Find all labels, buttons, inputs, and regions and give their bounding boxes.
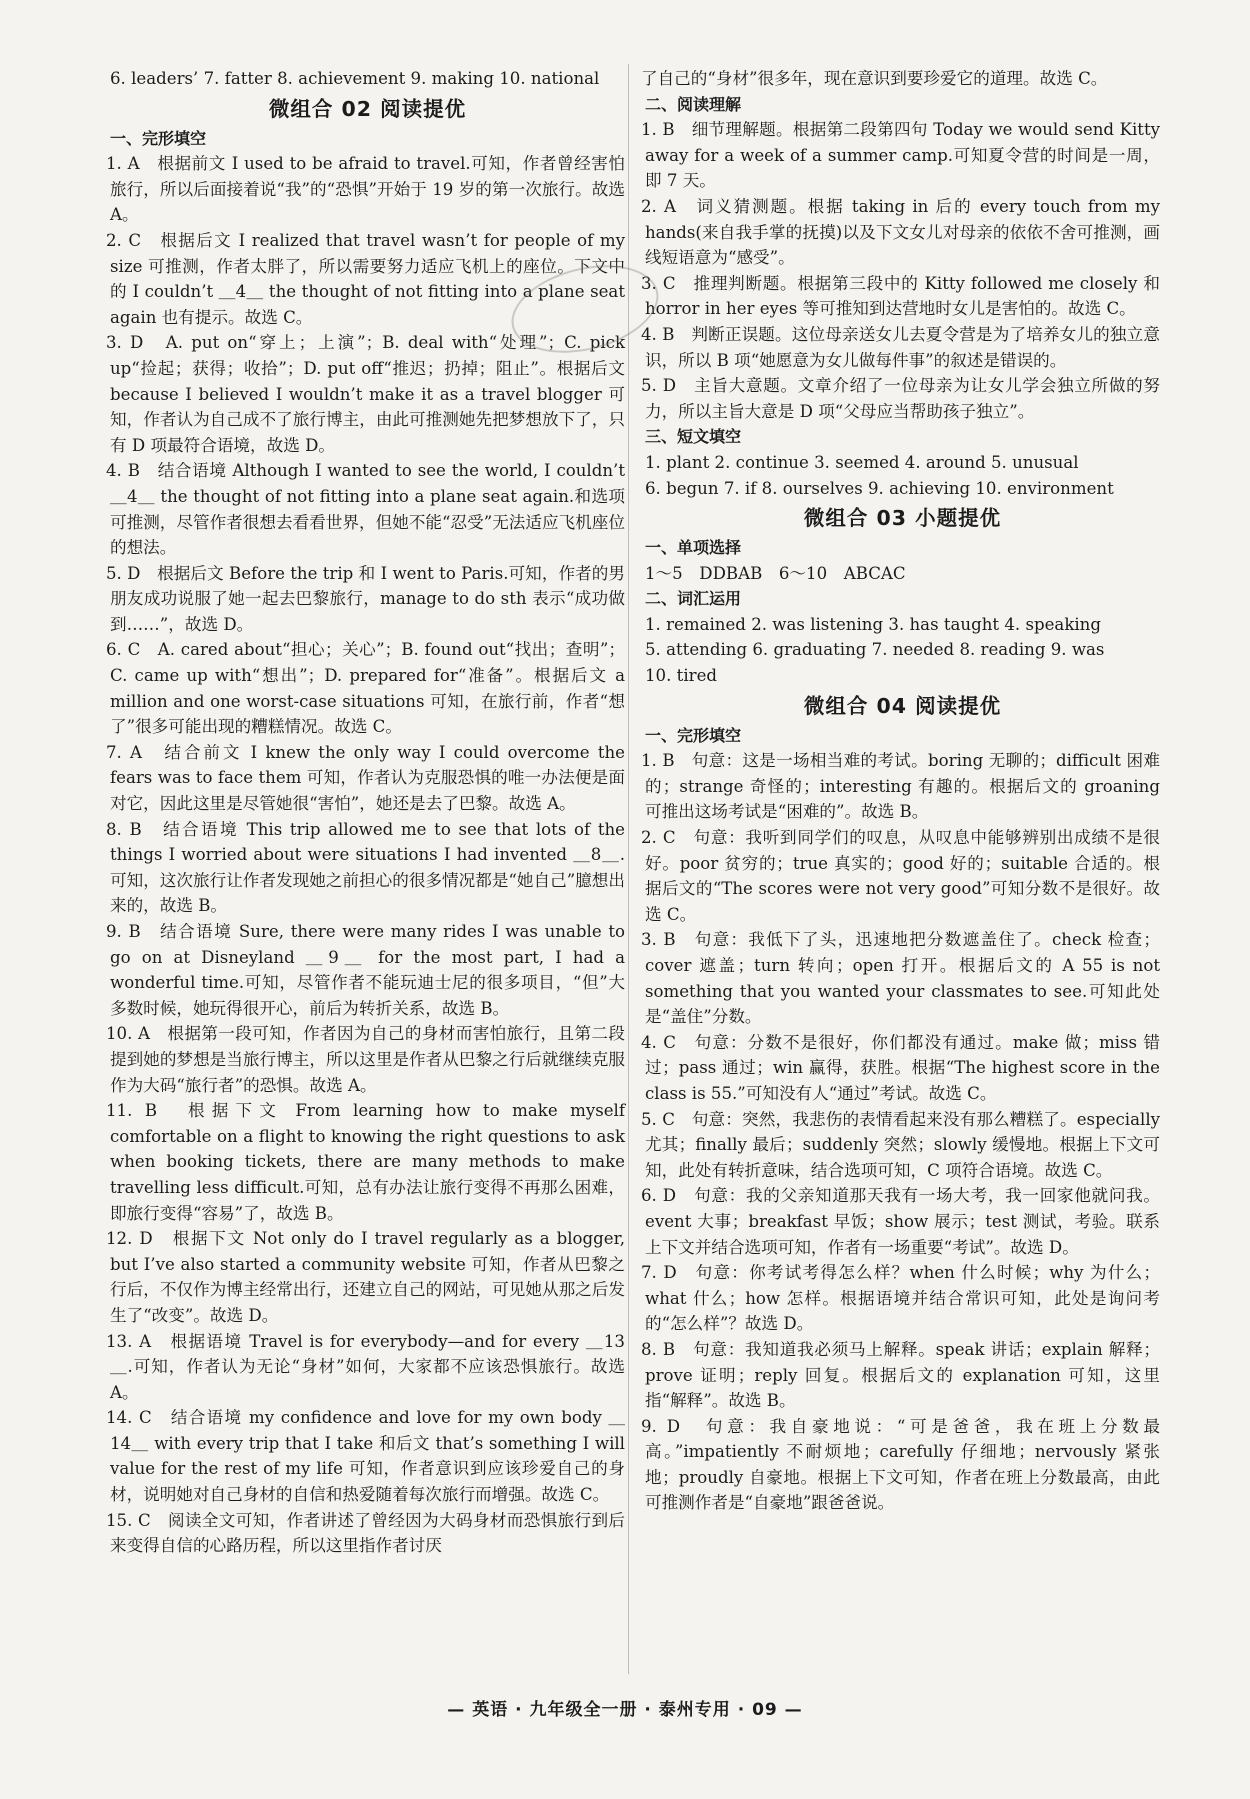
cloze-answer: 11. B 根据下文 From learning how to make myself comfortable on a flight to knowing the right questions to ask when booking tickets, there are many methods to make travelling less difficult.可知，总有办法让旅行变得不再那么困难，即旅行变得“容易”了，故选 B。 bbox=[106, 1101, 625, 1223]
cloze-answer: 5. D 根据后文 Before the trip 和 I went to Paris.可知，作者的男朋友成功说服了她一起去巴黎旅行，manage to do sth 表示“成功做到……”，故选 D。 bbox=[106, 563, 625, 634]
reading-answer: 2. A 词义猜测题。根据 taking in 后的 every touch from my hands(来自我手掌的抚摸)以及下文女儿对母亲的依依不舍可推测，画线短语意为“感受”。 bbox=[641, 196, 1160, 268]
cloze-answer: 2. C 根据后文 I realized that travel wasn’t for people of my size 可推测，作者太胖了，所以需要努力适应飞机上的座位。下文中的 I couldn’t ＿4＿ the thought of not fitting into a plane seat again 也有提示。故选 C。 bbox=[106, 230, 625, 327]
single-choice-answers: 1～5 DDBAB 6～10 ABCAC bbox=[645, 563, 906, 583]
cloze-04-answer: 6. D 句意：我的父亲知道那天我有一场大考，我一回家他就问我。event 大事；breakfast 早饭；show 展示；test 测试，考验。联系上下文并结合选项可知，作者有一场重要“考试”。故选 D。 bbox=[641, 1186, 1160, 1257]
fill-answers-6-10: 6. begun 7. if 8. ourselves 9. achieving 10. environment bbox=[645, 478, 1114, 498]
cloze-answer: 8. B 结合语境 This trip allowed me to see that lots of the things I worried about were situations I had invented ＿8＿.可知，这次旅行让作者发现她之前担心的很多情况都是“她自己”臆想出来的，故选 B。 bbox=[106, 819, 625, 916]
reading-answer: 5. D 主旨大意题。文章介绍了一位母亲为让女儿学会独立所做的努力，所以主旨大意是 D 项“父母应当帮助孩子独立”。 bbox=[641, 376, 1160, 421]
answer-line-6-10: 6. leaders’ 7. fatter 8. achievement 9. making 10. national bbox=[110, 69, 600, 88]
section-title-group02: 微组合 02 阅读提优 bbox=[268, 96, 467, 121]
cloze-04-answer: 3. B 句意：我低下了头，迅速地把分数遮盖住了。check 检查；cover 遮盖；turn 转向；open 打开。根据后文的 A 55 is not something that you wanted your classmates to see.可知此处是“盖住”分数。 bbox=[641, 930, 1160, 1027]
cloze-answer: 15. C 阅读全文可知，作者讲述了曾经因为大码身材而恐惧旅行到后来变得自信的心路历程，所以这里指作者讨厌 bbox=[106, 1510, 625, 1556]
cloze-04-answer: 4. C 句意：分数不是很好，你们都没有通过。make 做；miss 错过；pass 通过；win 赢得，获胜。根据“The highest score in the class is 55.”可知没有人“通过”考试。故选 C。 bbox=[641, 1032, 1160, 1103]
cloze-answer: 3. D A. put on“穿上；上演”；B. deal with“处理”；C. pick up“捡起；获得；收拾”；D. put off“推迟；扔掉；阻止”。根据后文 because I believed I wouldn’t make it as a travel blogger 可知，作者认为自己成不了旅行博主，由此可推测她先把梦想放下了，只有 D 项最符合语境，故选 D。 bbox=[106, 333, 625, 455]
cloze-answer: 10. A 根据第一段可知，作者因为自己的身材而害怕旅行，且第二段提到她的梦想是当旅行博主，所以这里是作者从巴黎之行后就继续克服作为大码“旅行者”的恐惧。故选 A。 bbox=[106, 1024, 625, 1095]
cloze-answer: 4. B 结合语境 Although I wanted to see the world, I couldn’t ＿4＿ the thought of not fitting into a plane seat again.和选项可推测，尽管作者很想去看看世界，但她不能“忍受”无法适应飞机座位的想法。 bbox=[106, 461, 625, 558]
fill-answers-1-5: 1. plant 2. continue 3. seemed 4. around 5. unusual bbox=[645, 452, 1079, 472]
cloze-answer: 13. A 根据语境 Travel is for everybody—and for every ＿13＿.可知，作者认为无论“身材”如何，大家都不应该恐惧旅行。故选 A。 bbox=[106, 1331, 625, 1402]
page-footer: — 英语 · 九年级全一册 · 泰州专用 · 09 — bbox=[447, 1700, 803, 1720]
cloze-04-answer: 8. B 句意：我知道我必须马上解释。speak 讲话；explain 解释；prove 证明；reply 回复。根据后文的 explanation 可知，这里指“解释”。故选 B。 bbox=[641, 1339, 1160, 1411]
vocab-answer-10: 10. tired bbox=[645, 666, 718, 686]
heading-reading: 二、阅读理解 bbox=[645, 94, 742, 114]
vocab-answers-1-4: 1. remained 2. was listening 3. has taught 4. speaking bbox=[645, 614, 1101, 634]
heading-vocabulary: 二、词汇运用 bbox=[645, 589, 742, 609]
vocab-answers-5-9: 5. attending 6. graduating 7. needed 8. reading 9. was bbox=[645, 640, 1105, 660]
reading-answer: 4. B 判断正误题。这位母亲送女儿去夏令营是为了培养女儿的独立意识，所以 B 项“她愿意为女儿做每件事”的叙述是错误的。 bbox=[641, 324, 1160, 370]
cloze-answer: 7. A 结合前文 I knew the only way I could overcome the fears was to face them 可知，作者认为克服恐惧的唯一办法便是面对它，因此这里是尽管她很“害怕”，她还是去了巴黎。故选 A。 bbox=[106, 742, 625, 814]
reading-answer: 3. C 推理判断题。根据第三段中的 Kitty followed me closely 和 horror in her eyes 等可推知到达营地时女儿是害怕的。故选 C。 bbox=[641, 273, 1160, 319]
section-title-group04: 微组合 04 阅读提优 bbox=[803, 693, 1002, 718]
cloze-answer: 6. C A. cared about“担心；关心”；B. found out“找出；查明”；C. came up with“想出”；D. prepared for“准备”。根据后文 a million and one worst-case situations 可知，在旅行前，作者“想了”很多可能出现的糟糕情况。故选 C。 bbox=[106, 640, 625, 737]
cloze-answer: 9. B 结合语境 Sure, there were many rides I was unable to go on at Disneyland ＿9＿ for the most part, I had a wonderful time.可知，尽管作者不能玩迪士尼的很多项目，“但”大多数时候，她玩得很开心，前后为转折关系，故选 B。 bbox=[106, 922, 625, 1018]
cloze-answer: 14. C 结合语境 my confidence and love for my own body ＿14＿ with every trip that I take 和后文 that’s something I will value for the rest of my life 可知，作者意识到应该珍爱自己的身材，说明她对自己身材的自信和热爱随着每次旅行而增强。故选 C。 bbox=[106, 1408, 625, 1505]
cloze-04-answer: 9. D 句意：我自豪地说：“可是爸爸，我在班上分数最高。”impatiently 不耐烦地；carefully 仔细地；nervously 紧张地；proudly 自豪地。根据上下文可知，作者在班上分数最高，由此可推测作者是“自豪地”跟爸爸说。 bbox=[641, 1416, 1160, 1513]
cloze-04-answer: 5. C 句意：突然，我悲伤的表情看起来没有那么糟糕了。especially 尤其；finally 最后；suddenly 突然；slowly 缓慢地。根据上下文可知，此处有转折意味，结合选项可知，C 项符合语境。故选 C。 bbox=[641, 1109, 1160, 1180]
right-column bbox=[641, 66, 1160, 1516]
cloze-answer: 1. A 根据前文 I used to be afraid to travel.可知，作者曾经害怕旅行，所以后面接着说“我”的“恐惧”开始于 19 岁的第一次旅行。故选 A。 bbox=[106, 154, 625, 225]
cloze-04-answer: 2. C 句意：我听到同学们的叹息，从叹息中能够辨别出成绩不是很好。poor 贫穷的；true 真实的；good 好的；suitable 合适的。根据后文的“The scores were not very good”可知分数不是很好。故选 C。 bbox=[641, 828, 1160, 924]
cloze-answer: 12. D 根据下文 Not only do I travel regularly as a blogger, but I’ve also started a community website 可知，作者从巴黎之行后，不仅作为博主经常出行，还建立自己的网站，可见她从那之后发生了“改变”。故选 D。 bbox=[106, 1229, 625, 1325]
reading-answer: 1. B 细节理解题。根据第二段第四句 Today we would send Kitty away for a week of a summer camp.可知夏令营的时间是一周，即 7 天。 bbox=[641, 120, 1160, 191]
heading-cloze: 一、完形填空 bbox=[110, 128, 207, 148]
continued-answer: 了自己的“身材”很多年，现在意识到要珍爱它的道理。故选 C。 bbox=[641, 69, 1108, 88]
heading-cloze-04: 一、完形填空 bbox=[645, 725, 742, 745]
cloze-04-answer: 7. D 句意：你考试考得怎么样？when 什么时候；why 为什么；what 什么；how 怎样。根据语境并结合常识可知，此处是询问考的“怎么样”？故选 D。 bbox=[641, 1263, 1160, 1334]
cloze-04-answer: 1. B 句意：这是一场相当难的考试。boring 无聊的；difficult 困难的；strange 奇怪的；interesting 有趣的。根据后文的 groaning 可推出这场考试是“困难的”。故选 B。 bbox=[641, 751, 1160, 822]
heading-single-choice: 一、单项选择 bbox=[645, 538, 742, 558]
section-title-group03: 微组合 03 小题提优 bbox=[803, 506, 1002, 531]
heading-fill-blank: 三、短文填空 bbox=[645, 427, 742, 447]
